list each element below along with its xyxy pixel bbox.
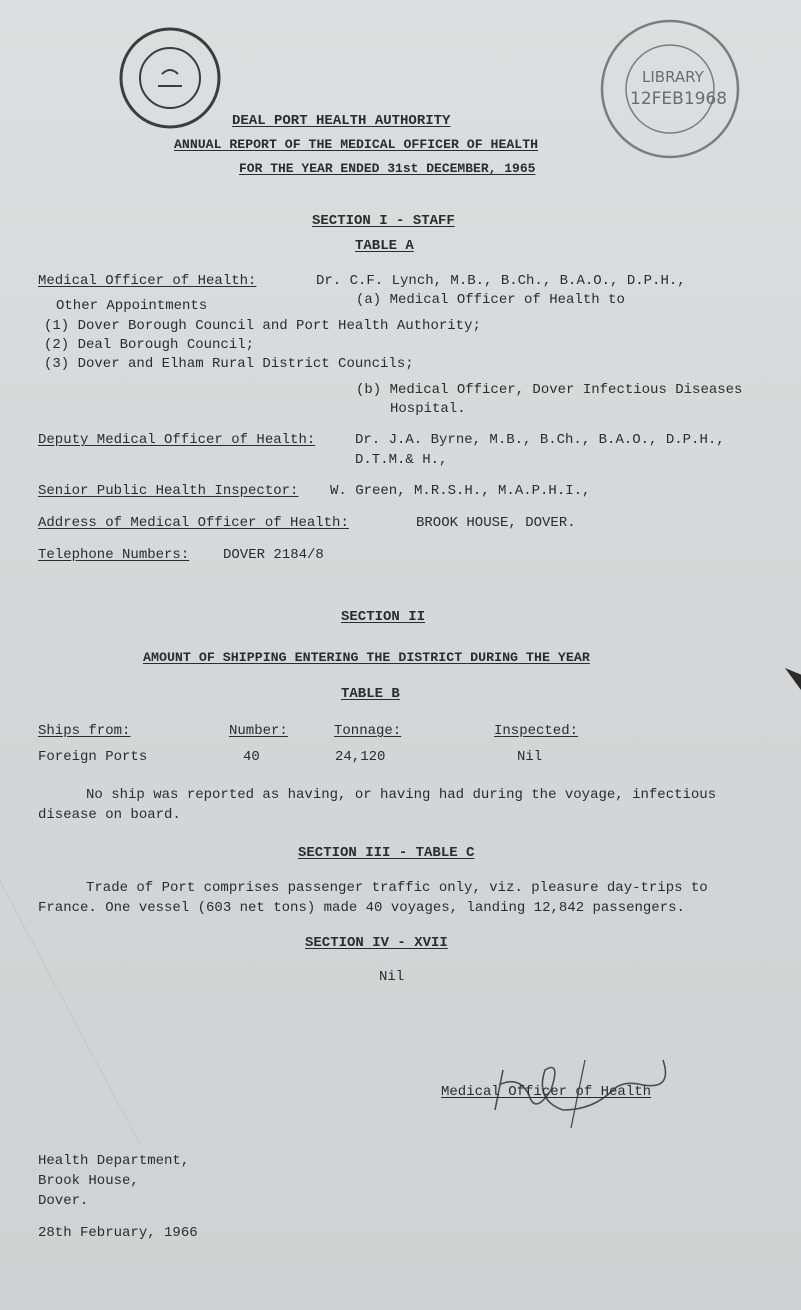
trade-line2: France. One vessel (603 net tons) made 40 voyages, landing 12,842 passengers. <box>38 900 685 916</box>
section1-heading: SECTION I - STAFF <box>312 213 455 229</box>
appointment-a: (a) Medical Officer of Health to <box>356 292 625 308</box>
footer-department: Health Department, <box>38 1153 190 1169</box>
svg-text:12FEB1968: 12FEB1968 <box>630 89 728 109</box>
section3-heading: SECTION III - TABLE C <box>298 845 475 861</box>
deputy-value-line1: Dr. J.A. Byrne, M.B., B.Ch., B.A.O., D.P.H., <box>355 432 725 448</box>
column-inspected: Inspected: <box>494 723 579 739</box>
column-number: Number: <box>229 723 288 739</box>
svg-text:LIBRARY: LIBRARY <box>642 68 704 86</box>
footer-date: 28th February, 1966 <box>38 1225 198 1241</box>
footer-town: Dover. <box>38 1193 89 1209</box>
table-a-heading: TABLE A <box>355 238 414 254</box>
address-value: BROOK HOUSE, DOVER. <box>416 515 576 531</box>
row-tonnage: 24,120 <box>335 749 386 765</box>
footer-building: Brook House, <box>38 1173 139 1189</box>
appointment-2: (2) Deal Borough Council; <box>44 337 255 353</box>
appointment-b-line1: (b) Medical Officer, Dover Infectious Diseases <box>356 382 743 398</box>
shipping-note-line1: No ship was reported as having, or having had during the voyage, infectious <box>86 787 717 803</box>
report-title: ANNUAL REPORT OF THE MEDICAL OFFICER OF HEALTH <box>174 137 539 152</box>
section4-value: Nil <box>379 969 405 985</box>
report-authority-title: DEAL PORT HEALTH AUTHORITY <box>232 113 451 129</box>
row-inspected: Nil <box>517 749 543 765</box>
section4-heading: SECTION IV - XVII <box>305 935 448 951</box>
column-tonnage: Tonnage: <box>334 723 402 739</box>
library-stamp-icon <box>588 14 752 164</box>
column-ships-from: Ships from: <box>38 723 131 739</box>
inspector-label: Senior Public Health Inspector: <box>38 483 299 499</box>
appointment-b-line2: Hospital. <box>390 401 466 417</box>
row-ships-from: Foreign Ports <box>38 749 148 765</box>
edge-mark <box>785 668 801 690</box>
appointment-1: (1) Dover Borough Council and Port Health Authority; <box>44 318 481 334</box>
signature-title: Medical Officer of Health <box>441 1084 652 1100</box>
section2-subheading: AMOUNT OF SHIPPING ENTERING THE DISTRICT DURING THE YEAR <box>143 650 590 665</box>
row-number: 40 <box>243 749 260 765</box>
telephone-value: DOVER 2184/8 <box>223 547 324 563</box>
section2-heading: SECTION II <box>341 609 426 625</box>
shipping-note-line2: disease on board. <box>38 807 181 823</box>
deputy-value-line2: D.T.M.& H., <box>355 452 448 468</box>
report-period: FOR THE YEAR ENDED 31st DECEMBER, 1965 <box>239 161 536 176</box>
other-appointments-label: Other Appointments <box>56 298 208 314</box>
appointment-3: (3) Dover and Elham Rural District Councils; <box>44 356 414 372</box>
moh-value: Dr. C.F. Lynch, M.B., B.Ch., B.A.O., D.P.H., <box>316 273 686 289</box>
ministry-stamp-icon <box>118 26 222 130</box>
address-label: Address of Medical Officer of Health: <box>38 515 349 531</box>
deputy-label: Deputy Medical Officer of Health: <box>38 432 316 448</box>
moh-label: Medical Officer of Health: <box>38 273 257 289</box>
inspector-value: W. Green, M.R.S.H., M.A.P.H.I., <box>330 483 591 499</box>
table-b-heading: TABLE B <box>341 686 400 702</box>
telephone-label: Telephone Numbers: <box>38 547 190 563</box>
trade-line1: Trade of Port comprises passenger traffic only, viz. pleasure day-trips to <box>86 880 708 896</box>
paper-fold-line <box>0 880 141 1145</box>
